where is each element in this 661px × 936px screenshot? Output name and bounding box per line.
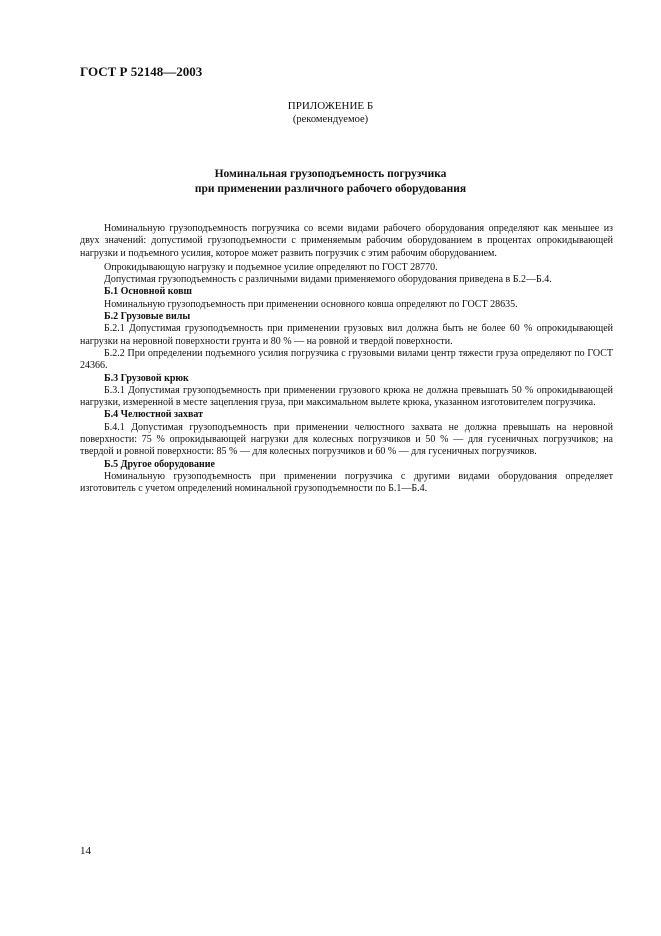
page-number: 14 xyxy=(80,845,91,857)
intro-paragraph-3: Допустимая грузоподъемность с различными видами применяемого оборудования приведена в Б.2—Б.4. xyxy=(104,274,552,286)
section-b5-heading: Б.5 Другое оборудование xyxy=(104,458,215,470)
standard-code: ГОСТ Р 52148—2003 xyxy=(80,64,203,79)
section-b2-heading: Б.2 Грузовые вилы xyxy=(104,311,191,323)
section-b3-heading: Б.3 Грузовой крюк xyxy=(104,372,189,384)
title-line-2: при применении различного рабочего оборудования xyxy=(194,183,467,195)
appendix-heading xyxy=(0,99,661,127)
intro-paragraph-1: Номинальную грузоподъемность погрузчика со всеми видами рабочего оборудования определяют как меньшее из двух значений: допустимой грузоподъемности с применяемым рабочим оборудованием в процентах опрокидывающей нагрузки и подъемного усилия, которое может развить погрузчик с этим рабочим оборудованием. xyxy=(80,223,613,259)
title-line-1: Номинальная грузоподъемность погрузчика xyxy=(214,168,447,180)
clause-b2-1: Б.2.1 Допустимая грузоподъемность при применении грузовых вил должна быть не более 60 % опрокидывающей нагрузки на неровной поверхности грунта и 80 % — на ровной и твердой поверхности. xyxy=(80,323,613,347)
section-b4-heading: Б.4 Челюстной захват xyxy=(104,409,204,421)
appendix-status: (рекомендуемое) xyxy=(292,114,369,125)
section-b1-heading: Б.1 Основной ковш xyxy=(104,286,192,298)
clause-b3-1: Б.3.1 Допустимая грузоподъемность при применении грузового крюка не должна превышать 50 % опрокидывающей нагрузки, измеренной в месте зацепления груза, при максимальном вылете крюка, указанном изготовителем погрузчика. xyxy=(80,384,613,409)
clause-b4-1: Б.4.1 Допустимая грузоподъемность при применении челюстного захвата не должна превышать на неровной поверхности: 75 % опрокидывающей нагрузки для колесных погрузчиков и 50 % — для гусеничных погрузчиков; на твердой и ровной поверхности: 85 % — для колесных погрузчиков и 60 % — для гусеничных погрузчиков. xyxy=(80,421,613,458)
appendix-title xyxy=(0,167,661,197)
appendix-label: ПРИЛОЖЕНИЕ Б xyxy=(287,100,374,112)
intro-paragraph-2: Опрокидывающую нагрузку и подъемное усилие определяют по ГОСТ 28770. xyxy=(104,261,438,273)
section-b1-text: Номинальную грузоподъемность при применении основного ковша определяют по ГОСТ 28635. xyxy=(104,298,518,310)
section-b5-text: Номинальную грузоподъемность при применении погрузчика с другими видами оборудования определяет изготовитель с учетом определений номинальной грузоподъемности по Б.1—Б.4. xyxy=(80,470,613,495)
document-body xyxy=(80,223,613,496)
clause-b2-2: Б.2.2 При определении подъемного усилия погрузчика с грузовыми вилами центр тяжести груза определяют по ГОСТ 24366. xyxy=(80,347,613,372)
